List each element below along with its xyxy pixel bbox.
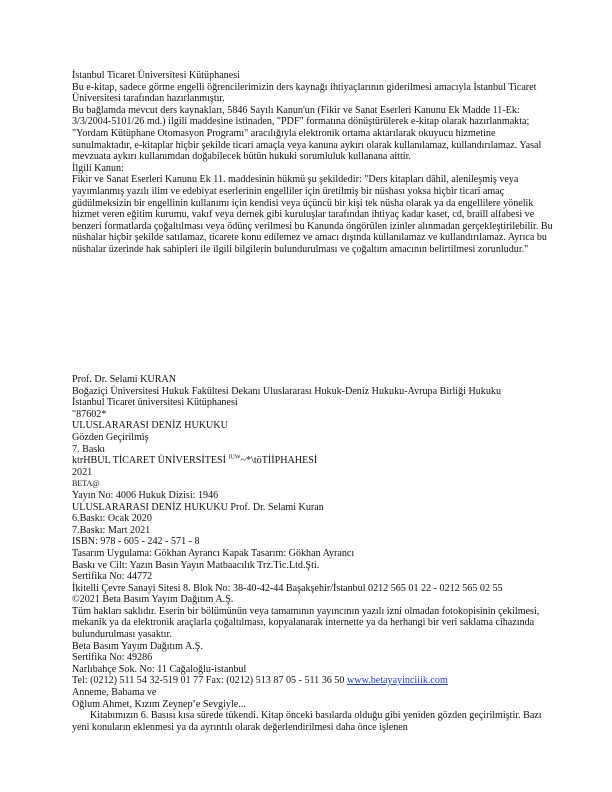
title-author-line: ULUSLARARASI DENİZ HUKUKU Prof. Dr. Selami Kuran (72, 501, 324, 513)
library-line: İstanbul Ticaret üniversitesi Kütüphanesi (72, 397, 238, 409)
library-name: İstanbul Ticaret Üniversitesi Kütüphanesi (72, 70, 240, 81)
library-notice (72, 70, 554, 256)
publisher-address: Narlıbahçe Sok. No: 11 Cağaloğlu-istanbul (72, 663, 247, 675)
edition-6: 6.Baskı: Ocak 2020 (72, 513, 152, 525)
contact-phone-fax: Tel: (0212) 511 54 32-519 01 77 Fax: (0212) 513 87 05 - 511 36 50 (72, 675, 347, 687)
notice-paragraph-2: Bu bağlamda mevcut ders kaynakları, 5846 Sayılı Kanun'un (Fikir ve Sanat Eserleri Kanunu Ek Madde 11-Ek: 3/3/2004-5101/26 md.) ilgili maddesine istinaden, "PDF" formatına dönüştürülerek e-kitap olarak hazırlanmakta; "Yordam Kütüphane Otomasyon Programı" aracılığıyla elektronik ortama aktarılarak okuyucu hizmetine sunulmaktadır, e-kitaplar hiçbir şekilde ticari amaçla veya kanuna aykırı olarak kullanılamaz, kullandırılamaz. Yasal mevzuata aykırı kullanımdan doğabilecek bütün hukuki sorumluluk kullanana aittir. (72, 104, 542, 163)
book-subtitle: Gözden Geçirilmiş (72, 431, 149, 443)
preface-paragraph: Kitabımızın 6. Basısı kısa sürede tükendi. Kitap önceki basılarda olduğu gibi yeniden gözden geçirilmiştir. Bazı yeni konuların eklenmesi ya da ayrıntılı olarak değerlendirilmesi daha önce işlenen (72, 710, 542, 733)
notice-paragraph-1: Bu e-kitap, sadece görme engelli öğrencilerimizin ders kaynağı ihtiyaçlarının giderilmesi amacıyla İstanbul Ticaret Üniversitesi tarafından hazırlanmıştır. (72, 81, 537, 105)
law-text: Fikir ve Sanat Eserleri Kanunu Ek 11. maddesinin hükmü şu şekildedir: "Ders kitapları dâhil, alenileşmiş veya yayımlanmış yazılı ilim ve edebiyat eserlerinin engelliler için üretilmiş bir nüshası yoksa hiçbir ticarî amaç güdülmeksizin bir engellinin kullanımı için kendisi veya üçüncü bir kişi tek nüsha olarak ya da engellilere yönelik hizmet veren eğitim kurumu, vakıf veya dernek gibi kuruluşlar tarafından ihtiyaç kadar kaset, cd, braill alfabesi ve benzeri formatlarda çoğaltılması veya ödünç verilmesi bu Kanunda öngörülen izinler alınmadan gerçekleştirilebilir. Bu nüshalar hiçbir şekilde satılamaz, ticarete konu edilemez ve amacı dışında kullanılamaz ve kullandırılamaz. Ayrıca bu nüshalar üzerinde hak sahipleri ile ilgili bilgilerin bulundurulması ve çoğaltım amacının belirtilmesi zorunludur." (72, 174, 553, 255)
author-affiliation: Boğaziçi Üniversitesi Hukuk Fakültesi Dekanı Uluslararası Hukuk-Deniz Hukuku-Avrupa Birliği Hukuku (72, 385, 501, 397)
book-code: "87602* (72, 408, 107, 420)
year: 2021 (72, 466, 93, 478)
stamp-prefix: ktrHBUL TİCARET ÜNİVERSİTESİ (72, 455, 229, 467)
book-title: ULUSLARARASI DENİZ HUKUKU (72, 420, 228, 432)
rights-statement: Tüm hakları saklıdır. Eserin bir bölümünün veya tamamının yayıncının yazılı izni olmadan fotokopisinin çekilmesi, mekanik ya da elektronik araçlarla çoğaltılması, kopyalanarak internette ya da herhangi bir veri saklama cihazında bulundurulması yasaktır. (72, 605, 540, 641)
dedication-line-2: Oğlum Ahmet, Kızım Zeynep’e Sevgiyle... (72, 698, 246, 710)
publisher-mark: BETA@ (72, 479, 100, 489)
edition-7: 7.Baskı: Mart 2021 (72, 524, 151, 536)
stamp-superscript: IUW (228, 454, 241, 461)
law-heading: İlgili Kanun: (72, 162, 124, 174)
dedication-line-1: Anneme, Babama ve (72, 687, 157, 699)
book-info (72, 374, 554, 733)
stamp-suffix: ~*\töTİİPHAHESİ (240, 455, 318, 467)
certificate-1: Sertifika No: 44772 (72, 571, 153, 583)
series-info: Yayın No: 4006 Hukuk Dizisi: 1946 (72, 489, 219, 501)
print-credits: Baskı ve Cilt: Yazın Basın Yayın Matbaacılık Trz.Tic.Ltd.Şti. (72, 559, 320, 571)
library-stamp (72, 455, 554, 467)
edition-label: 7. Baskı (72, 443, 106, 455)
contact-line (72, 675, 554, 687)
copyright: ©2021 Beta Basım Yayım Dağıtım A.Ş. (72, 594, 234, 606)
publisher-name: Beta Basım Yayım Dağıtım A.Ş. (72, 640, 203, 652)
website-link[interactable]: www.betayayinciiik.com (346, 675, 448, 687)
design-credits: Tasarım Uygulama: Gökhan Ayrancı Kapak Tasarım: Gökhan Ayrancı (72, 547, 355, 559)
author: Prof. Dr. Selami KURAN (72, 374, 177, 385)
printer-address: İkitelli Çevre Sanayi Sitesi 8. Blok No: 38-40-42-44 Başakşehir/İstanbul 0212 565 01 22 - 0212 565 02 55 (72, 582, 503, 594)
isbn: ISBN: 978 - 605 - 242 - 571 - 8 (72, 536, 200, 548)
certificate-2: Sertifika No: 49286 (72, 652, 153, 664)
